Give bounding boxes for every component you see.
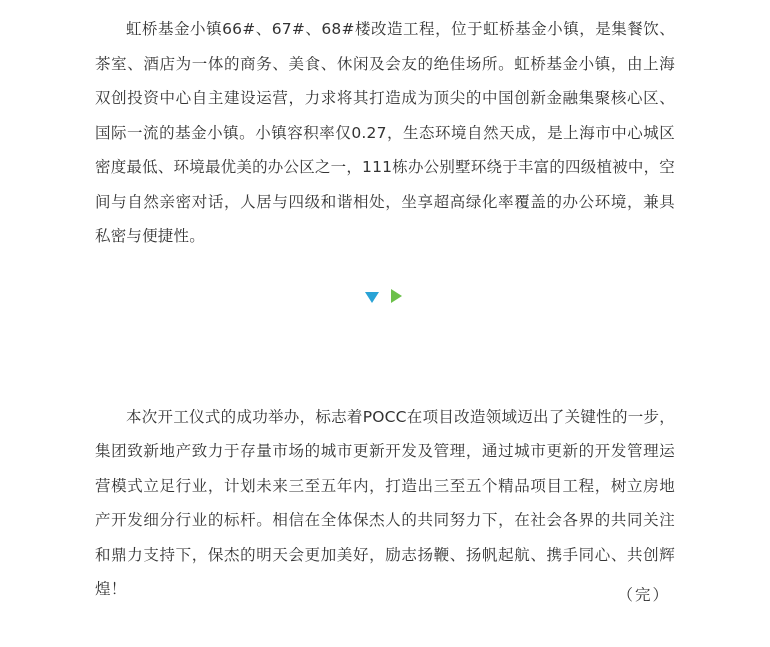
triangle-right-icon [391, 289, 402, 303]
article-end-mark: （完） [617, 586, 670, 604]
section-divider [95, 288, 675, 358]
article-paragraph-2: 本次开工仪式的成功举办，标志着POCC在项目改造领域迈出了关键性的一步，集团致新地产致力于存量市场的城市更新开发及管理，通过城市更新的开发管理运营模式立足行业，计划未来三至五年内，打造出三至五个精品项目工程，树立房地产开发细分行业的标杆。相信在全体保杰人的共同努力下，在社会各界的共同关注和鼎力支持下，保杰的明天会更加美好，励志扬鞭、扬帆起航、携手同心、共创辉煌！ [95, 407, 675, 598]
article-body [95, 0, 675, 607]
triangle-down-icon [365, 292, 379, 303]
article-paragraph-1: 虹桥基金小镇66#、67#、68#楼改造工程，位于虹桥基金小镇，是集餐饮、茶室、酒店为一体的商务、美食、休闲及会友的绝佳场所。虹桥基金小镇，由上海双创投资中心自主建设运营，力求将其打造成为顶尖的中国创新金融集聚核心区、国际一流的基金小镇。小镇容积率仅0.27，生态环境自然天成，是上海市中心城区密度最低、环境最优美的办公区之一，111栋办公别墅环绕于丰富的四级植被中，空间与自然亲密对话，人居与四级和谐相处，坐享超高绿化率覆盖的办公环境，兼具私密与便捷性。 [95, 20, 675, 245]
